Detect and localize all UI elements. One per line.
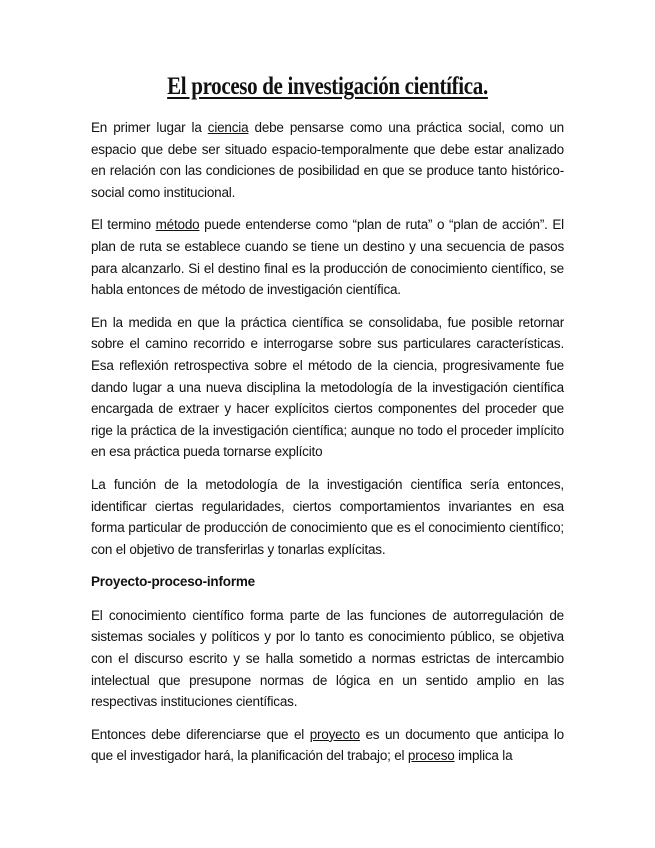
paragraph-funcion: La función de la metodología de la investigación científica sería entonces, identificar ciertas regularidades, ciertos comportamientos invariantes en esa forma particular de producción de conocimiento que es el conocimiento científico; con el objetivo de transferirlas y tonarlas explícitas. <box>91 476 564 557</box>
underlined-term-ciencia: ciencia <box>207 120 249 135</box>
document-body <box>91 117 564 778</box>
paragraph-ciencia <box>91 117 564 203</box>
underlined-term-proyecto: proyecto <box>309 726 360 742</box>
paragraph-text: debe pensarse como una práctica social, como un espacio que debe ser situado espacio-temporalmente que debe estar analizado en relación con las condiciones de posibilidad en que se produce tanto histórico-social como institucional. <box>91 120 564 200</box>
paragraph-conocimiento: El conocimiento científico forma parte de las funciones de autorregulación de sistemas sociales y políticos y por lo tanto es conocimiento público, se objetiva con el discurso escrito y se halla sometido a normas estrictas de intercambio intelectual que presupone normas de lógica en un sentido amplio en las respectivas instituciones científicas. <box>91 607 564 710</box>
paragraph-text: El termino <box>91 217 156 233</box>
paragraph-metodo <box>91 214 564 300</box>
underlined-term-proceso: proceso <box>407 748 455 764</box>
paragraph-text: es un documento que anticipa lo que el investigador hará, la planificación del trabajo; el <box>91 726 564 764</box>
paragraph-text: implica la <box>454 748 513 764</box>
page-title: El proceso de investigación científica. <box>167 73 488 100</box>
underlined-term-metodo: método <box>155 217 200 233</box>
section-heading: Proyecto-proceso-informe <box>91 574 255 590</box>
paragraph-text: Entonces debe diferenciarse que el <box>91 726 310 742</box>
paragraph-practica: En la medida en que la práctica científica se consolidaba, fue posible retornar sobre el camino recorrido e interrogarse sobre sus particulares características. Esa reflexión retrospectiva sobre el método de la ciencia, progresivamente fue dando lugar a una nueva disciplina la metodología de la investigación científica encargada de extraer y hacer explícitos ciertos componentes del proceder que rige la práctica de la investigación científica; aunque no todo el proceder implícito en esa práctica pueda tornarse explícito <box>91 314 564 460</box>
paragraph-text: puede entenderse como “plan de ruta” o “plan de acción”. El plan de ruta se establece cuando se tiene un destino y una secuencia de pasos para alcanzarlo. Si el destino final es la producción de conocimiento científico, se habla entonces de método de investigación científica. <box>91 217 564 298</box>
paragraph-proyecto <box>91 724 564 767</box>
paragraph-text: En primer lugar la <box>91 120 208 135</box>
